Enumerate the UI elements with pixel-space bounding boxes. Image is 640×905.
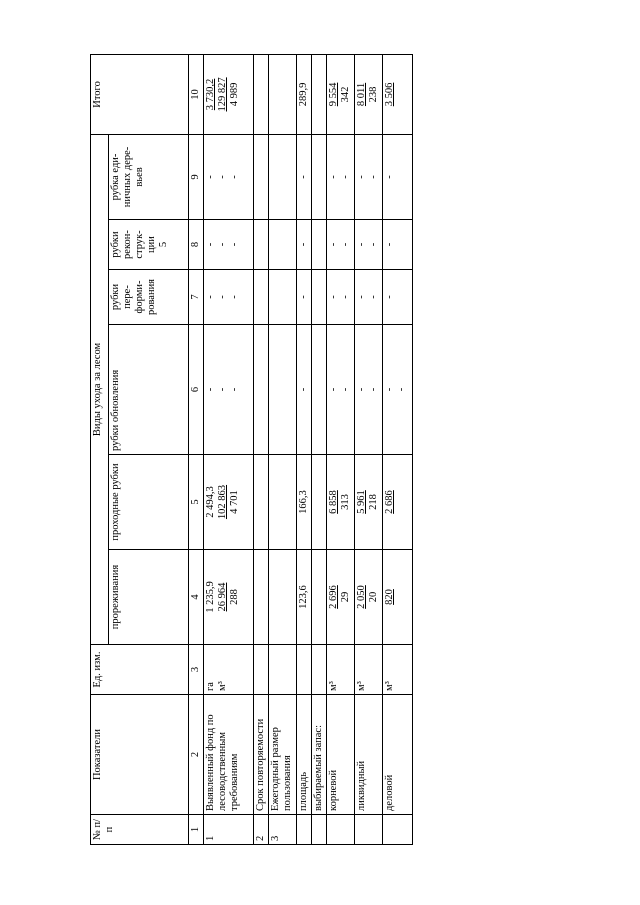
row1-renewal-3: - (229, 387, 241, 392)
table-row (296, 54, 311, 844)
liquid-reform-1: - (355, 295, 367, 299)
liquid-recon-2: - (367, 242, 379, 247)
row3-label: Ежегодный размер пользования (269, 695, 296, 815)
table-row (269, 54, 296, 844)
header-total: Итого (91, 54, 189, 134)
row1-passage-m3: 102 863 (217, 484, 229, 520)
root-passage-1: 6 858 (327, 490, 339, 514)
root-thinning-2: 29 (339, 591, 351, 603)
row1-thinning-extra: 288 (229, 589, 241, 605)
row1-label: Выявленный фонд по лесоводственным требованиям (204, 695, 254, 815)
root-label: корневой (326, 695, 354, 815)
root-total-2: 342 (339, 86, 351, 103)
colnum-7: 7 (189, 270, 204, 325)
row1-total-ha: 3 730,2 (205, 78, 217, 111)
row1-renewal-2: - (217, 387, 229, 392)
root-recon-1: - (327, 242, 339, 247)
area-label: площадь (296, 695, 311, 815)
business-renewal-2: - (395, 387, 407, 392)
root-thinning-1: 2 696 (327, 585, 339, 609)
table-row (254, 54, 269, 844)
header-unit: Ед. изм. (91, 645, 189, 695)
liquid-single-2: - (367, 175, 379, 179)
colnum-9: 9 (189, 134, 204, 219)
colnum-4: 4 (189, 550, 204, 645)
liquid-total-1: 8 011 (355, 82, 367, 107)
area-renewal: - (296, 325, 311, 455)
business-recon: - (382, 220, 412, 270)
forest-care-table (90, 54, 413, 845)
row1-single-1: - (205, 175, 217, 179)
row1-total-m3: 129 827 (217, 77, 229, 112)
header-indicators: Показатели (91, 695, 189, 815)
area-recon: - (296, 220, 311, 270)
header-types-title: Виды ухода за лесом (91, 134, 109, 644)
table-row (311, 54, 326, 844)
liquid-label: ликвидный (354, 695, 382, 815)
header-no: № п/п (91, 815, 189, 845)
rotated-table (90, 55, 413, 845)
liquid-passage-1: 5 961 (355, 490, 367, 514)
root-recon-2: - (339, 242, 351, 247)
table-row (354, 54, 382, 844)
header-renewal: рубки обновления (109, 325, 189, 455)
row1-thinning-m3: 26 964 (217, 582, 229, 612)
row1-single-2: - (217, 175, 229, 179)
root-reform-1: - (327, 295, 339, 299)
header-recon-sub: 5 (158, 241, 170, 248)
root-renewal-1: - (327, 387, 339, 392)
colnum-5: 5 (189, 455, 204, 550)
row1-renewal-1: - (205, 387, 217, 392)
root-unit: м³ (326, 645, 354, 695)
row1-passage-ha: 2 494,3 (205, 486, 217, 518)
row1-reform-1: - (205, 295, 217, 299)
table-row (382, 54, 412, 844)
liquid-passage-2: 218 (367, 494, 379, 510)
row1-unit-ha: га (205, 682, 217, 691)
business-thinning: 820 (383, 589, 395, 605)
liquid-unit: м³ (354, 645, 382, 695)
business-passage: 2 686 (383, 490, 395, 514)
row3-no: 3 (269, 815, 296, 845)
business-renewal-1: - (383, 387, 395, 392)
row1-recon-3: - (229, 242, 241, 247)
business-single: - (382, 134, 412, 219)
table-row (326, 54, 354, 844)
row1-total-extra: 4 989 (229, 82, 241, 107)
row1-recon-1: - (205, 242, 217, 247)
row2-label: Срок повторяемости (254, 695, 269, 815)
area-reform: - (296, 270, 311, 325)
business-total: 3 506 (383, 82, 395, 107)
selected-label: выбираемый запас: (311, 695, 326, 815)
row1-reform-3: - (229, 295, 241, 299)
root-renewal-2: - (339, 387, 351, 392)
header-recon-label: рубки рекон-струк-ции (110, 230, 158, 259)
business-label: деловой (382, 695, 412, 815)
table-row (204, 54, 254, 844)
row1-single-3: - (229, 175, 241, 179)
row1-recon-2: - (217, 242, 229, 247)
liquid-thinning-1: 2 050 (355, 585, 367, 609)
colnum-1: 1 (189, 815, 204, 845)
root-single-2: - (339, 175, 351, 179)
row1-unit-m3: м³ (217, 681, 229, 691)
header-thinning: прореживания (109, 550, 189, 645)
row2-no: 2 (254, 815, 269, 845)
header-recon (109, 220, 189, 270)
header-single: рубка еди-ничных дере-вьев (109, 134, 189, 219)
liquid-renewal-2: - (367, 387, 379, 392)
row1-no: 1 (204, 815, 254, 845)
liquid-renewal-1: - (355, 387, 367, 392)
liquid-thinning-2: 20 (367, 591, 379, 603)
root-single-1: - (327, 175, 339, 179)
colnum-2: 2 (189, 695, 204, 815)
liquid-total-2: 238 (367, 86, 379, 103)
root-reform-2: - (339, 295, 351, 299)
colnum-3: 3 (189, 645, 204, 695)
area-single: - (296, 134, 311, 219)
row1-thinning-ha: 1 235,9 (205, 581, 217, 613)
liquid-recon-1: - (355, 242, 367, 247)
row1-passage-extra: 4 701 (229, 490, 241, 514)
business-reform: - (382, 270, 412, 325)
root-total-1: 9 554 (327, 82, 339, 107)
colnum-6: 6 (189, 325, 204, 455)
rotated-table-container (90, 55, 413, 845)
colnum-10: 10 (189, 54, 204, 134)
colnum-8: 8 (189, 220, 204, 270)
liquid-reform-2: - (367, 295, 379, 299)
root-passage-2: 313 (339, 494, 351, 510)
header-reform: рубки пере-форми-рования (109, 270, 189, 325)
row1-reform-2: - (217, 295, 229, 299)
area-passage: 166,3 (296, 455, 311, 550)
liquid-single-1: - (355, 175, 367, 179)
header-passage: проходные рубки (109, 455, 189, 550)
area-total: 289,9 (296, 54, 311, 134)
area-thinning: 123,6 (296, 550, 311, 645)
business-unit: м³ (382, 645, 412, 695)
